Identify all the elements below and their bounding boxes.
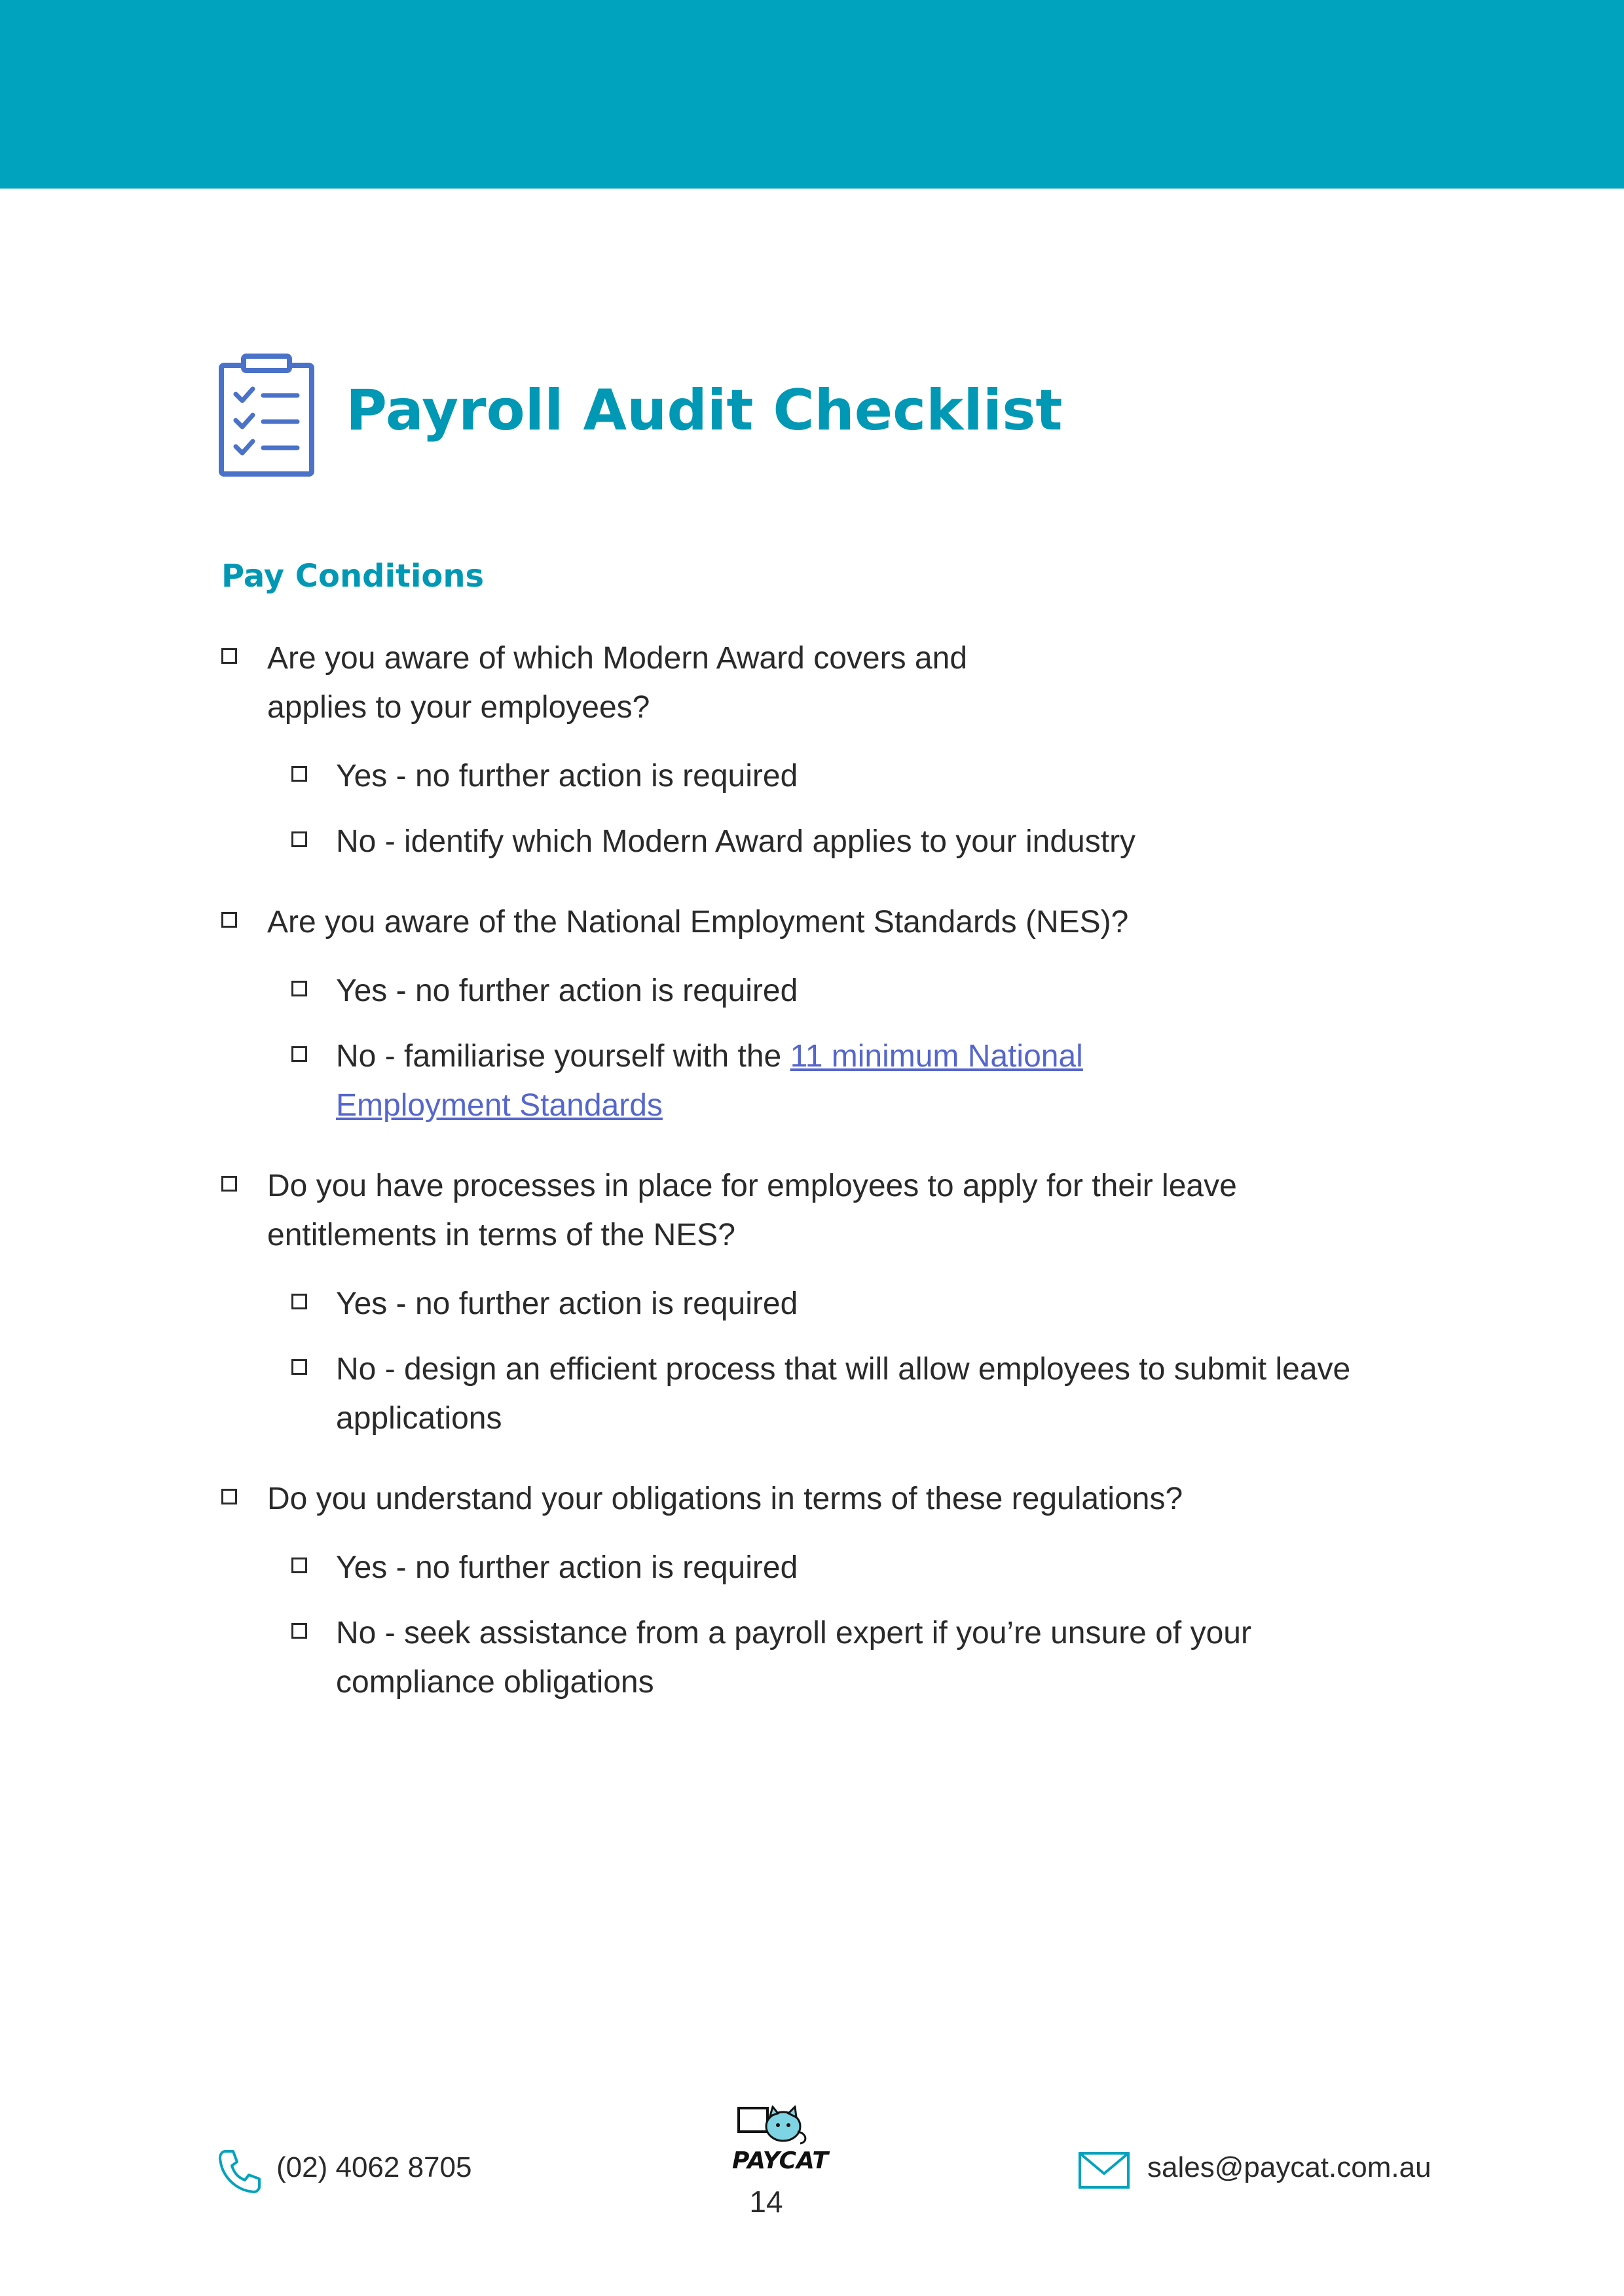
option-item: [336, 1609, 1479, 1707]
option-checkbox[interactable]: [291, 1623, 307, 1639]
checklist-question: [221, 634, 1479, 866]
option-text: No - design an efficient process that will allow employees to submit leave applications: [336, 1352, 1351, 1436]
page-number: 14: [749, 2185, 783, 2219]
checklist: [221, 634, 1479, 1738]
question-checkbox[interactable]: [221, 1489, 237, 1504]
option-checkbox[interactable]: [291, 1046, 307, 1062]
option-item: [336, 1543, 1479, 1592]
option-item: [336, 1032, 1479, 1130]
footer-email[interactable]: sales@paycat.com.au: [1147, 2151, 1431, 2183]
option-item: [336, 966, 1479, 1015]
section-heading: Pay Conditions: [221, 558, 485, 594]
checklist-question: [221, 898, 1479, 1130]
option-text: Yes - no further action is required: [336, 1550, 798, 1585]
option-checkbox[interactable]: [291, 766, 307, 782]
option-text: Yes - no further action is required: [336, 974, 798, 1008]
question-checkbox[interactable]: [221, 912, 237, 928]
option-text: [336, 1032, 1479, 1130]
question-text: Are you aware of the National Employment Standards (NES)?: [267, 905, 1129, 939]
header-band: [0, 0, 1624, 189]
option-text: No - seek assistance from a payroll expert if you’re unsure of your compliance obligations: [336, 1616, 1251, 1700]
footer-phone[interactable]: (02) 4062 8705: [276, 2151, 472, 2183]
option-checkbox[interactable]: [291, 831, 307, 847]
footer-logo-text: PAYCAT: [732, 2147, 828, 2174]
option-item: [336, 752, 1479, 801]
question-text: Are you aware of which Modern Award covers and applies to your employees?: [267, 641, 968, 725]
question-text: Do you understand your obligations in terms of these regulations?: [267, 1482, 1183, 1516]
envelope-icon: [1078, 2151, 1130, 2189]
checklist-question: [221, 1474, 1479, 1707]
option-text-prefix: No - familiarise yourself with the: [336, 1039, 790, 1074]
option-checkbox[interactable]: [291, 981, 307, 996]
question-checkbox[interactable]: [221, 648, 237, 664]
option-text: Yes - no further action is required: [336, 1286, 798, 1321]
checklist-question: [221, 1161, 1479, 1443]
page-title: Payroll Audit Checklist: [346, 378, 1063, 443]
question-checkbox[interactable]: [221, 1176, 237, 1192]
option-checkbox[interactable]: [291, 1558, 307, 1573]
option-item: [336, 817, 1479, 866]
option-text: Yes - no further action is required: [336, 759, 798, 793]
option-checkbox[interactable]: [291, 1359, 307, 1375]
option-item: [336, 1345, 1479, 1443]
option-text: No - identify which Modern Award applies to your industry: [336, 824, 1136, 859]
option-checkbox[interactable]: [291, 1294, 307, 1309]
phone-icon: [216, 2147, 263, 2195]
question-text: Do you have processes in place for employees to apply for their leave entitlements in terms of the NES?: [267, 1169, 1237, 1252]
option-item: [336, 1279, 1479, 1328]
nes-standards-link[interactable]: 11 minimum National Employment Standards: [336, 1039, 1083, 1123]
clipboard-checklist-icon: [217, 354, 316, 478]
